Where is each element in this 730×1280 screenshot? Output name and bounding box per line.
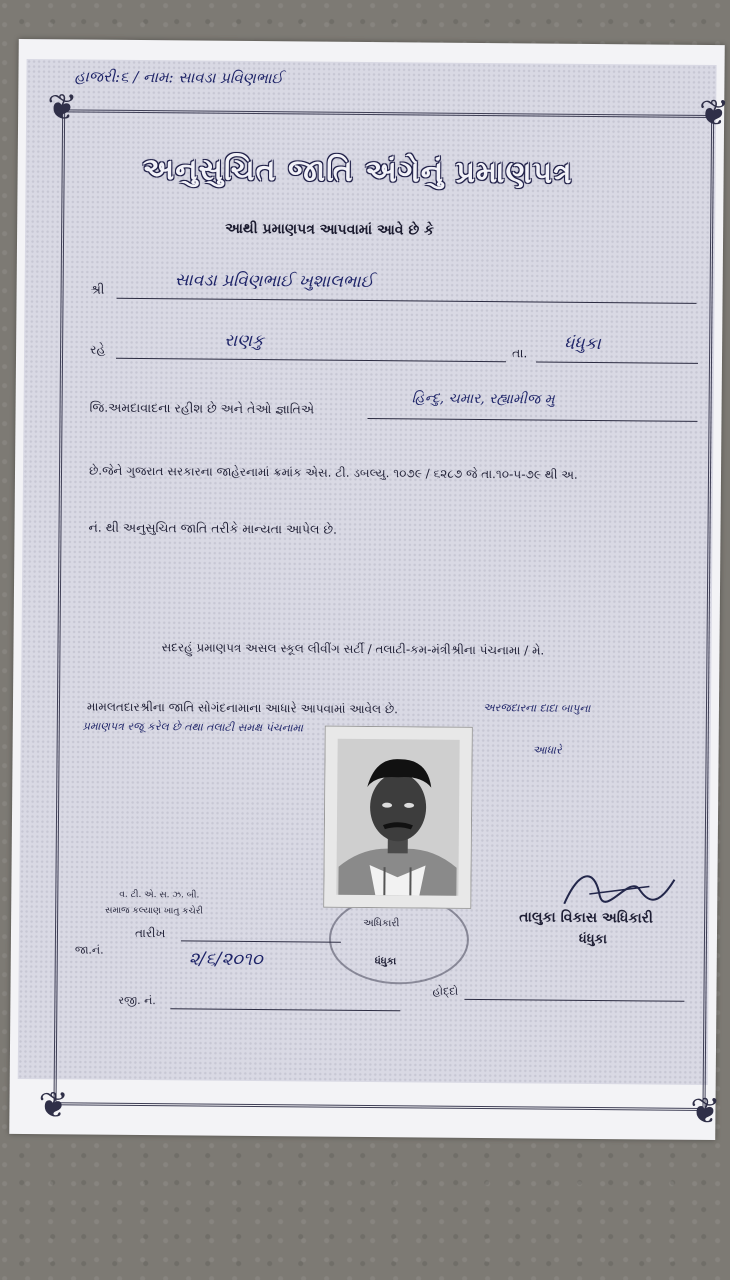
certificate-subtitle: આથી પ્રમાણપત્ર આપવામાં આવે છે કે	[225, 220, 435, 239]
ta-value: ધંધુકા	[564, 333, 601, 355]
header-note: હાજરી:૬ / નામ: સાવડા પ્રવિણભાઈ	[74, 67, 284, 88]
shri-label: શ્રી	[90, 281, 105, 297]
corner-ornament-icon: ❦	[698, 92, 730, 135]
basis-handwritten-1: અરજદારના દાદા બાપુના	[482, 701, 591, 715]
certificate-title: અનુસુચિત જાતિ અંગેનું પ્રમાણપત્ર	[142, 152, 573, 191]
date-value: ૨/૬/૨૦૧૦	[188, 948, 263, 971]
notification-line: છે.જેને ગુજરાત સરકારના જાહેરનામાં ક્રમાંક એસ. ટી. ડબલ્યુ. ૧૦૭૯ / ૬૨૮૭ જે તા.૧૦-૫-૭૯ થી અ.	[88, 463, 578, 482]
shri-value: સાવડા પ્રવિણભાઈ ખુશાલભાઈ	[174, 270, 374, 293]
caste-value: હિન્દુ, ચમાર, રહ્યામીજ મુ	[411, 390, 555, 408]
basis-line-1: સદરહું પ્રમાણપત્ર અસલ સ્કૂલ લીવીંગ સર્ટી / તલાટી-કમ-મંત્રીશ્રીના પંચનામા / મે.	[161, 640, 545, 658]
stamp-text: અધિકારી	[363, 917, 400, 930]
jn-label: જા.નં.	[74, 943, 104, 957]
date-label: તારીખ	[134, 925, 166, 941]
reg-label: રજી. નં.	[118, 993, 156, 1008]
corner-ornament-icon: ❦	[47, 87, 78, 129]
left-stamp-line-1: વ. ટી. એ. સ. ઝ. બી.	[119, 889, 200, 901]
officer-title: તાલુકા વિકાસ અધિકારી	[519, 909, 654, 927]
recognition-line: નં. થી અનુસુચિત જાતિ તરીકે માન્યતા આપેલ છે.	[88, 519, 338, 537]
holder-photo	[323, 726, 473, 909]
district-text: જિ.અમદાવાદના રહીશ છે અને તેઓ જ્ઞાતિએ	[89, 399, 315, 417]
stamp-place: ધંધુકા	[374, 956, 397, 968]
ta-label: તા.	[512, 345, 528, 361]
basis-handwritten-3: આધારે	[532, 743, 562, 757]
basis-line-2: મામલતદારશ્રીના જાતિ સોગંદનામાના આધારે આપવામાં આવેલ છે.	[86, 699, 399, 717]
signature-icon	[559, 864, 679, 915]
officer-place: ધંધુકા	[578, 931, 607, 948]
rahe-label: રહે	[90, 341, 106, 357]
basis-handwritten-2: પ્રમાણપત્ર રજૂ કરેલ છે તથા તલાટી સમક્ષ પંચનામા	[82, 719, 304, 735]
rahe-value: રાણકુ	[224, 330, 265, 352]
photocopy-sheet	[18, 59, 730, 1133]
corner-ornament-icon: ❦	[690, 1090, 721, 1133]
certificate-paper	[9, 39, 730, 1140]
post-label: હોદ્દો	[432, 984, 459, 998]
corner-ornament-icon: ❦	[38, 1085, 69, 1127]
person-photo-icon	[324, 727, 472, 908]
left-stamp-line-2: સમાજ કલ્યાણ ખાતુ કચેરી	[105, 905, 203, 917]
